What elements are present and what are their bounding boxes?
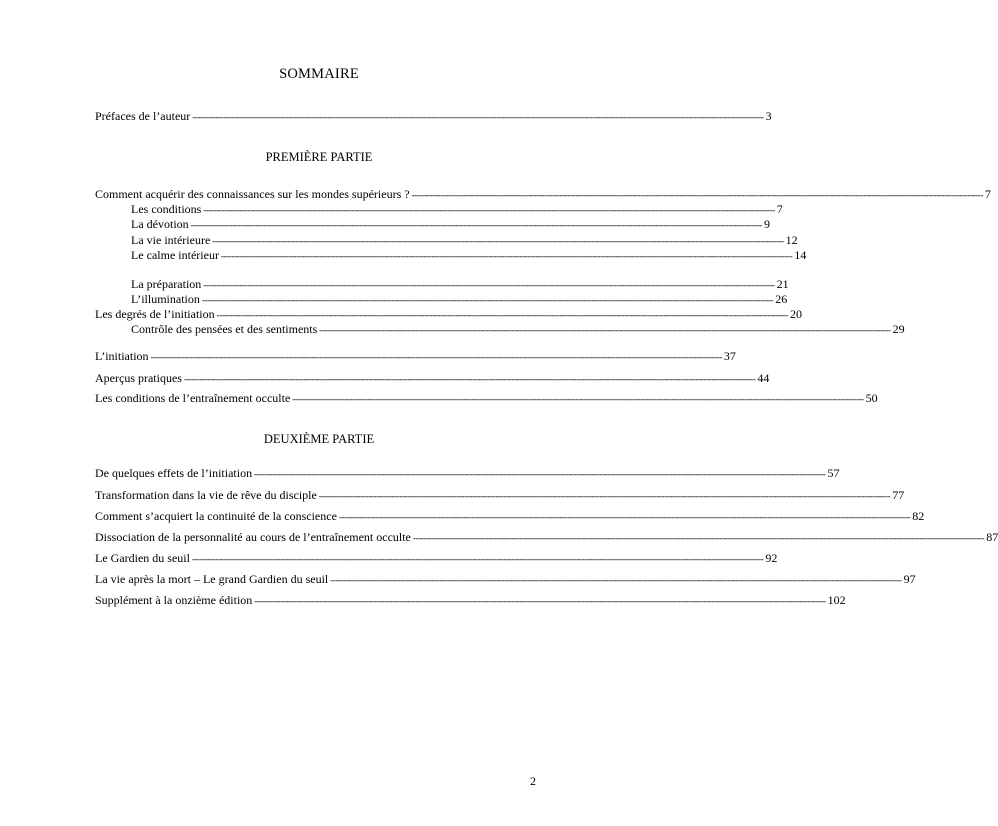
toc-leader: ---------------------------------------------------------------------------------------------------------------------------------------------------------------------------------------------------------------------------- [191, 554, 764, 564]
toc-leader: ---------------------------------------------------------------------------------------------------------------------------------------------------------------------------------------------------------------------------- [192, 112, 764, 122]
toc-entry-label: Le Gardien du seuil [95, 551, 190, 565]
toc-entry-page: 82 [912, 509, 925, 523]
toc-leader: ---------------------------------------------------------------------------------------------------------------------------------------------------------------------------------------------------------------------------- [411, 190, 983, 200]
toc-entry-label: La dévotion [131, 217, 189, 231]
toc-entry-page: 102 [827, 593, 846, 607]
toc-entry-label: Contrôle des pensées et des sentiments [131, 322, 318, 336]
toc-entry-label: Le calme intérieur [131, 248, 219, 262]
toc-leader: ---------------------------------------------------------------------------------------------------------------------------------------------------------------------------------------------------------------------------- [216, 310, 788, 320]
toc-entry [95, 348, 736, 364]
toc-entry [131, 321, 905, 337]
toc-entry-label: Supplément à la onzième édition [95, 593, 253, 607]
toc-entry-page: 37 [723, 349, 736, 363]
toc-entry [131, 201, 783, 217]
toc-entry-label: Dissociation de la personnalité au cours de l’entraînement occulte [95, 530, 411, 544]
toc-entry-page: 7 [776, 202, 783, 216]
toc-entry-label: Les degrés de l’initiation [95, 307, 215, 321]
toc-entry-page: 21 [776, 277, 789, 291]
toc-entry-label: Préfaces de l’auteur [95, 109, 191, 123]
toc-leader: ---------------------------------------------------------------------------------------------------------------------------------------------------------------------------------------------------------------------------- [190, 220, 763, 230]
toc-entry-label: Transformation dans la vie de rêve du disciple [95, 488, 317, 502]
toc-entry [95, 390, 878, 406]
toc-leader: ---------------------------------------------------------------------------------------------------------------------------------------------------------------------------------------------------------------------------- [183, 374, 756, 384]
toc-leader: ---------------------------------------------------------------------------------------------------------------------------------------------------------------------------------------------------------------------------- [212, 236, 784, 246]
toc-entry [95, 370, 770, 386]
toc-entry-label: Comment s’acquiert la continuité de la conscience [95, 509, 337, 523]
toc-entry-preface [95, 108, 772, 124]
toc-entry [95, 306, 802, 322]
toc-entry-page: 97 [903, 572, 916, 586]
toc-leader: ---------------------------------------------------------------------------------------------------------------------------------------------------------------------------------------------------------------------------- [201, 295, 774, 305]
toc-entry-page: 92 [765, 551, 778, 565]
toc-entry-page: 9 [764, 217, 771, 231]
toc-entry-label: Aperçus pratiques [95, 371, 182, 385]
toc-leader: ---------------------------------------------------------------------------------------------------------------------------------------------------------------------------------------------------------------------------- [150, 352, 722, 362]
toc-entry-label: Les conditions [131, 202, 202, 216]
toc-entry [131, 291, 788, 307]
toc-leader: ---------------------------------------------------------------------------------------------------------------------------------------------------------------------------------------------------------------------------- [203, 205, 775, 215]
toc-entry-label: De quelques effets de l’initiation [95, 466, 253, 480]
toc-entry [131, 276, 789, 292]
toc-entry-page: 26 [775, 292, 788, 306]
toc-entry-label: La préparation [131, 277, 202, 291]
toc-entry-page: 44 [757, 371, 770, 385]
toc-entry-page: 87 [986, 530, 998, 544]
toc-entry-page: 20 [790, 307, 802, 321]
toc-entry [95, 529, 998, 545]
toc-leader: ---------------------------------------------------------------------------------------------------------------------------------------------------------------------------------------------------------------------------- [254, 469, 826, 479]
toc-leader: ---------------------------------------------------------------------------------------------------------------------------------------------------------------------------------------------------------------------------- [203, 280, 775, 290]
toc-leader: ---------------------------------------------------------------------------------------------------------------------------------------------------------------------------------------------------------------------------- [254, 596, 826, 606]
toc-entry [95, 508, 925, 524]
toc-entry [95, 571, 916, 587]
page-number: 2 [530, 774, 536, 788]
toc-entry-label: L’initiation [95, 349, 149, 363]
part1-heading: PREMIÈRE PARTIE [265, 150, 373, 164]
toc-entry-page: 12 [785, 233, 798, 247]
toc-entry [131, 247, 807, 263]
toc-entry-page: 77 [892, 488, 905, 502]
toc-entry-page: 29 [892, 322, 905, 336]
toc-entry-label: L’illumination [131, 292, 200, 306]
toc-entry-page: 7 [984, 187, 991, 201]
toc-entry [131, 232, 798, 248]
toc-leader: ---------------------------------------------------------------------------------------------------------------------------------------------------------------------------------------------------------------------------- [338, 512, 911, 522]
toc-leader: ---------------------------------------------------------------------------------------------------------------------------------------------------------------------------------------------------------------------------- [292, 394, 864, 404]
toc-leader: ---------------------------------------------------------------------------------------------------------------------------------------------------------------------------------------------------------------------------- [412, 533, 985, 543]
toc-entry-label: La vie après la mort – Le grand Gardien du seuil [95, 572, 329, 586]
toc-entry [95, 550, 778, 566]
part2-heading: DEUXIÈME PARTIE [263, 432, 375, 446]
toc-entry [95, 186, 991, 202]
toc-entry [95, 487, 905, 503]
toc-entry-label: La vie intérieure [131, 233, 211, 247]
toc-leader: ---------------------------------------------------------------------------------------------------------------------------------------------------------------------------------------------------------------------------- [318, 491, 891, 501]
page-title: SOMMAIRE [279, 66, 359, 82]
toc-entry-label: Comment acquérir des connaissances sur les mondes supérieurs ? [95, 187, 410, 201]
toc-entry [131, 216, 771, 232]
toc-entry-page: 14 [794, 248, 807, 262]
toc-leader: ---------------------------------------------------------------------------------------------------------------------------------------------------------------------------------------------------------------------------- [220, 251, 793, 261]
toc-leader: ---------------------------------------------------------------------------------------------------------------------------------------------------------------------------------------------------------------------------- [330, 575, 902, 585]
toc-entry-page: 50 [865, 391, 878, 405]
toc-leader: ---------------------------------------------------------------------------------------------------------------------------------------------------------------------------------------------------------------------------- [319, 325, 891, 335]
toc-entry-label: Les conditions de l’entraînement occulte [95, 391, 291, 405]
toc-entry-page: 3 [765, 109, 772, 123]
toc-entry [95, 592, 846, 608]
toc-entry [95, 465, 840, 481]
toc-entry-page: 57 [827, 466, 840, 480]
